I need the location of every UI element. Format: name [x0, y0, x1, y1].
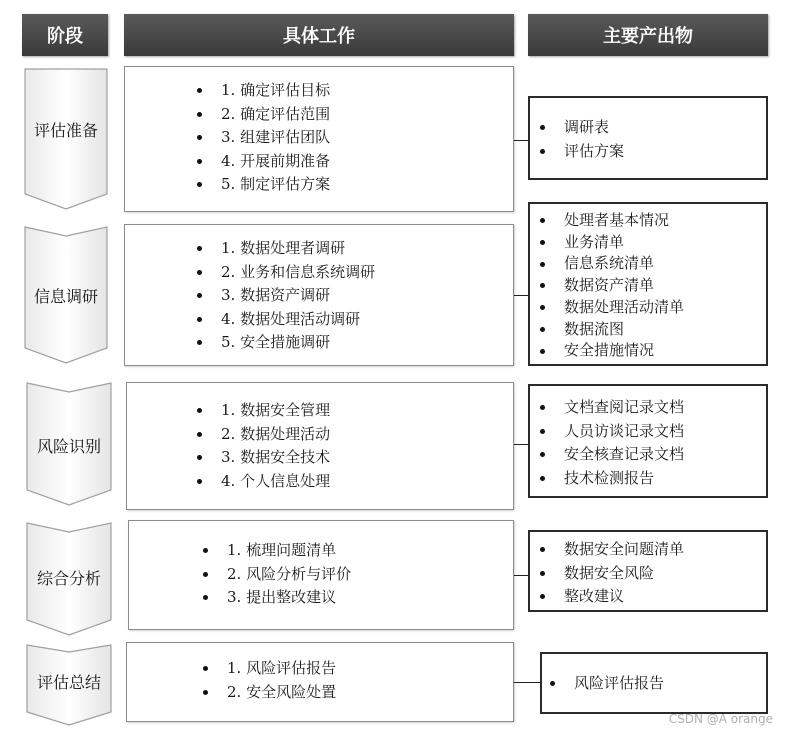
stage-preparation	[24, 68, 108, 210]
output-item: 处理者基本情况	[536, 210, 684, 232]
task-list	[193, 237, 375, 355]
stage-label: 信息调研	[33, 287, 98, 306]
stage-comprehensive-analysis	[26, 522, 112, 636]
stage-risk-identification	[26, 382, 112, 506]
output-item: 安全核查记录文档	[536, 443, 684, 467]
header-output: 主要产出物	[528, 14, 768, 56]
task-item: 1. 确定评估目标	[193, 79, 330, 103]
stage-summary	[26, 644, 112, 726]
work-box-risk-identification	[126, 382, 514, 510]
work-box-investigation	[124, 224, 514, 366]
task-list	[199, 657, 336, 704]
task-item: 1. 数据安全管理	[193, 399, 330, 423]
task-item: 2. 安全风险处置	[199, 681, 336, 705]
output-item: 技术检测报告	[536, 467, 684, 491]
stage-label: 风险识别	[36, 437, 101, 456]
output-box-risk-identification	[528, 384, 768, 498]
output-item: 数据安全问题清单	[536, 538, 684, 562]
output-item: 风险评估报告	[546, 672, 664, 696]
stage-investigation	[24, 226, 108, 364]
work-box-summary	[126, 642, 514, 722]
output-box-preparation	[528, 96, 768, 180]
task-item: 2. 数据处理活动	[193, 423, 330, 447]
task-list	[193, 399, 330, 493]
output-item: 数据安全风险	[536, 562, 684, 586]
output-item: 整改建议	[536, 585, 684, 609]
output-box-investigation	[528, 202, 768, 366]
task-item: 5. 制定评估方案	[193, 173, 330, 197]
task-item: 4. 开展前期准备	[193, 150, 330, 174]
stage-label: 综合分析	[36, 569, 101, 588]
stage-label: 评估准备	[33, 121, 98, 140]
output-item: 信息系统清单	[536, 253, 684, 275]
output-item: 业务清单	[536, 232, 684, 254]
output-item: 数据资产清单	[536, 275, 684, 297]
output-item: 数据处理活动清单	[536, 297, 684, 319]
task-list	[193, 79, 330, 197]
task-item: 2. 风险分析与评价	[199, 563, 351, 587]
output-item: 安全措施情况	[536, 340, 684, 362]
task-item: 3. 提出整改建议	[199, 586, 351, 610]
output-list	[536, 538, 684, 609]
watermark-text: CSDN @A orange	[668, 712, 773, 726]
task-item: 5. 安全措施调研	[193, 331, 375, 355]
task-list	[199, 539, 351, 610]
task-item: 2. 确定评估范围	[193, 103, 330, 127]
task-item: 3. 数据安全技术	[193, 446, 330, 470]
header-work: 具体工作	[124, 14, 514, 56]
task-item: 3. 组建评估团队	[193, 126, 330, 150]
output-list	[536, 210, 684, 362]
connector-line	[514, 682, 542, 683]
work-box-preparation	[124, 66, 514, 212]
output-box-summary	[540, 652, 768, 714]
work-box-comprehensive-analysis	[128, 520, 514, 630]
output-list	[546, 672, 664, 696]
output-item: 人员访谈记录文档	[536, 420, 684, 444]
task-item: 1. 风险评估报告	[199, 657, 336, 681]
output-list	[536, 396, 684, 490]
output-item: 调研表	[536, 116, 624, 140]
task-item: 3. 数据资产调研	[193, 284, 375, 308]
output-list	[536, 116, 624, 163]
task-item: 1. 梳理问题清单	[199, 539, 351, 563]
output-item: 数据流图	[536, 319, 684, 341]
task-item: 4. 数据处理活动调研	[193, 308, 375, 332]
task-item: 2. 业务和信息系统调研	[193, 261, 375, 285]
output-item: 文档查阅记录文档	[536, 396, 684, 420]
output-box-comprehensive-analysis	[528, 530, 768, 612]
header-stage: 阶段	[22, 14, 108, 56]
output-item: 评估方案	[536, 140, 624, 164]
task-item: 1. 数据处理者调研	[193, 237, 375, 261]
task-item: 4. 个人信息处理	[193, 470, 330, 494]
stage-label: 评估总结	[36, 673, 101, 692]
